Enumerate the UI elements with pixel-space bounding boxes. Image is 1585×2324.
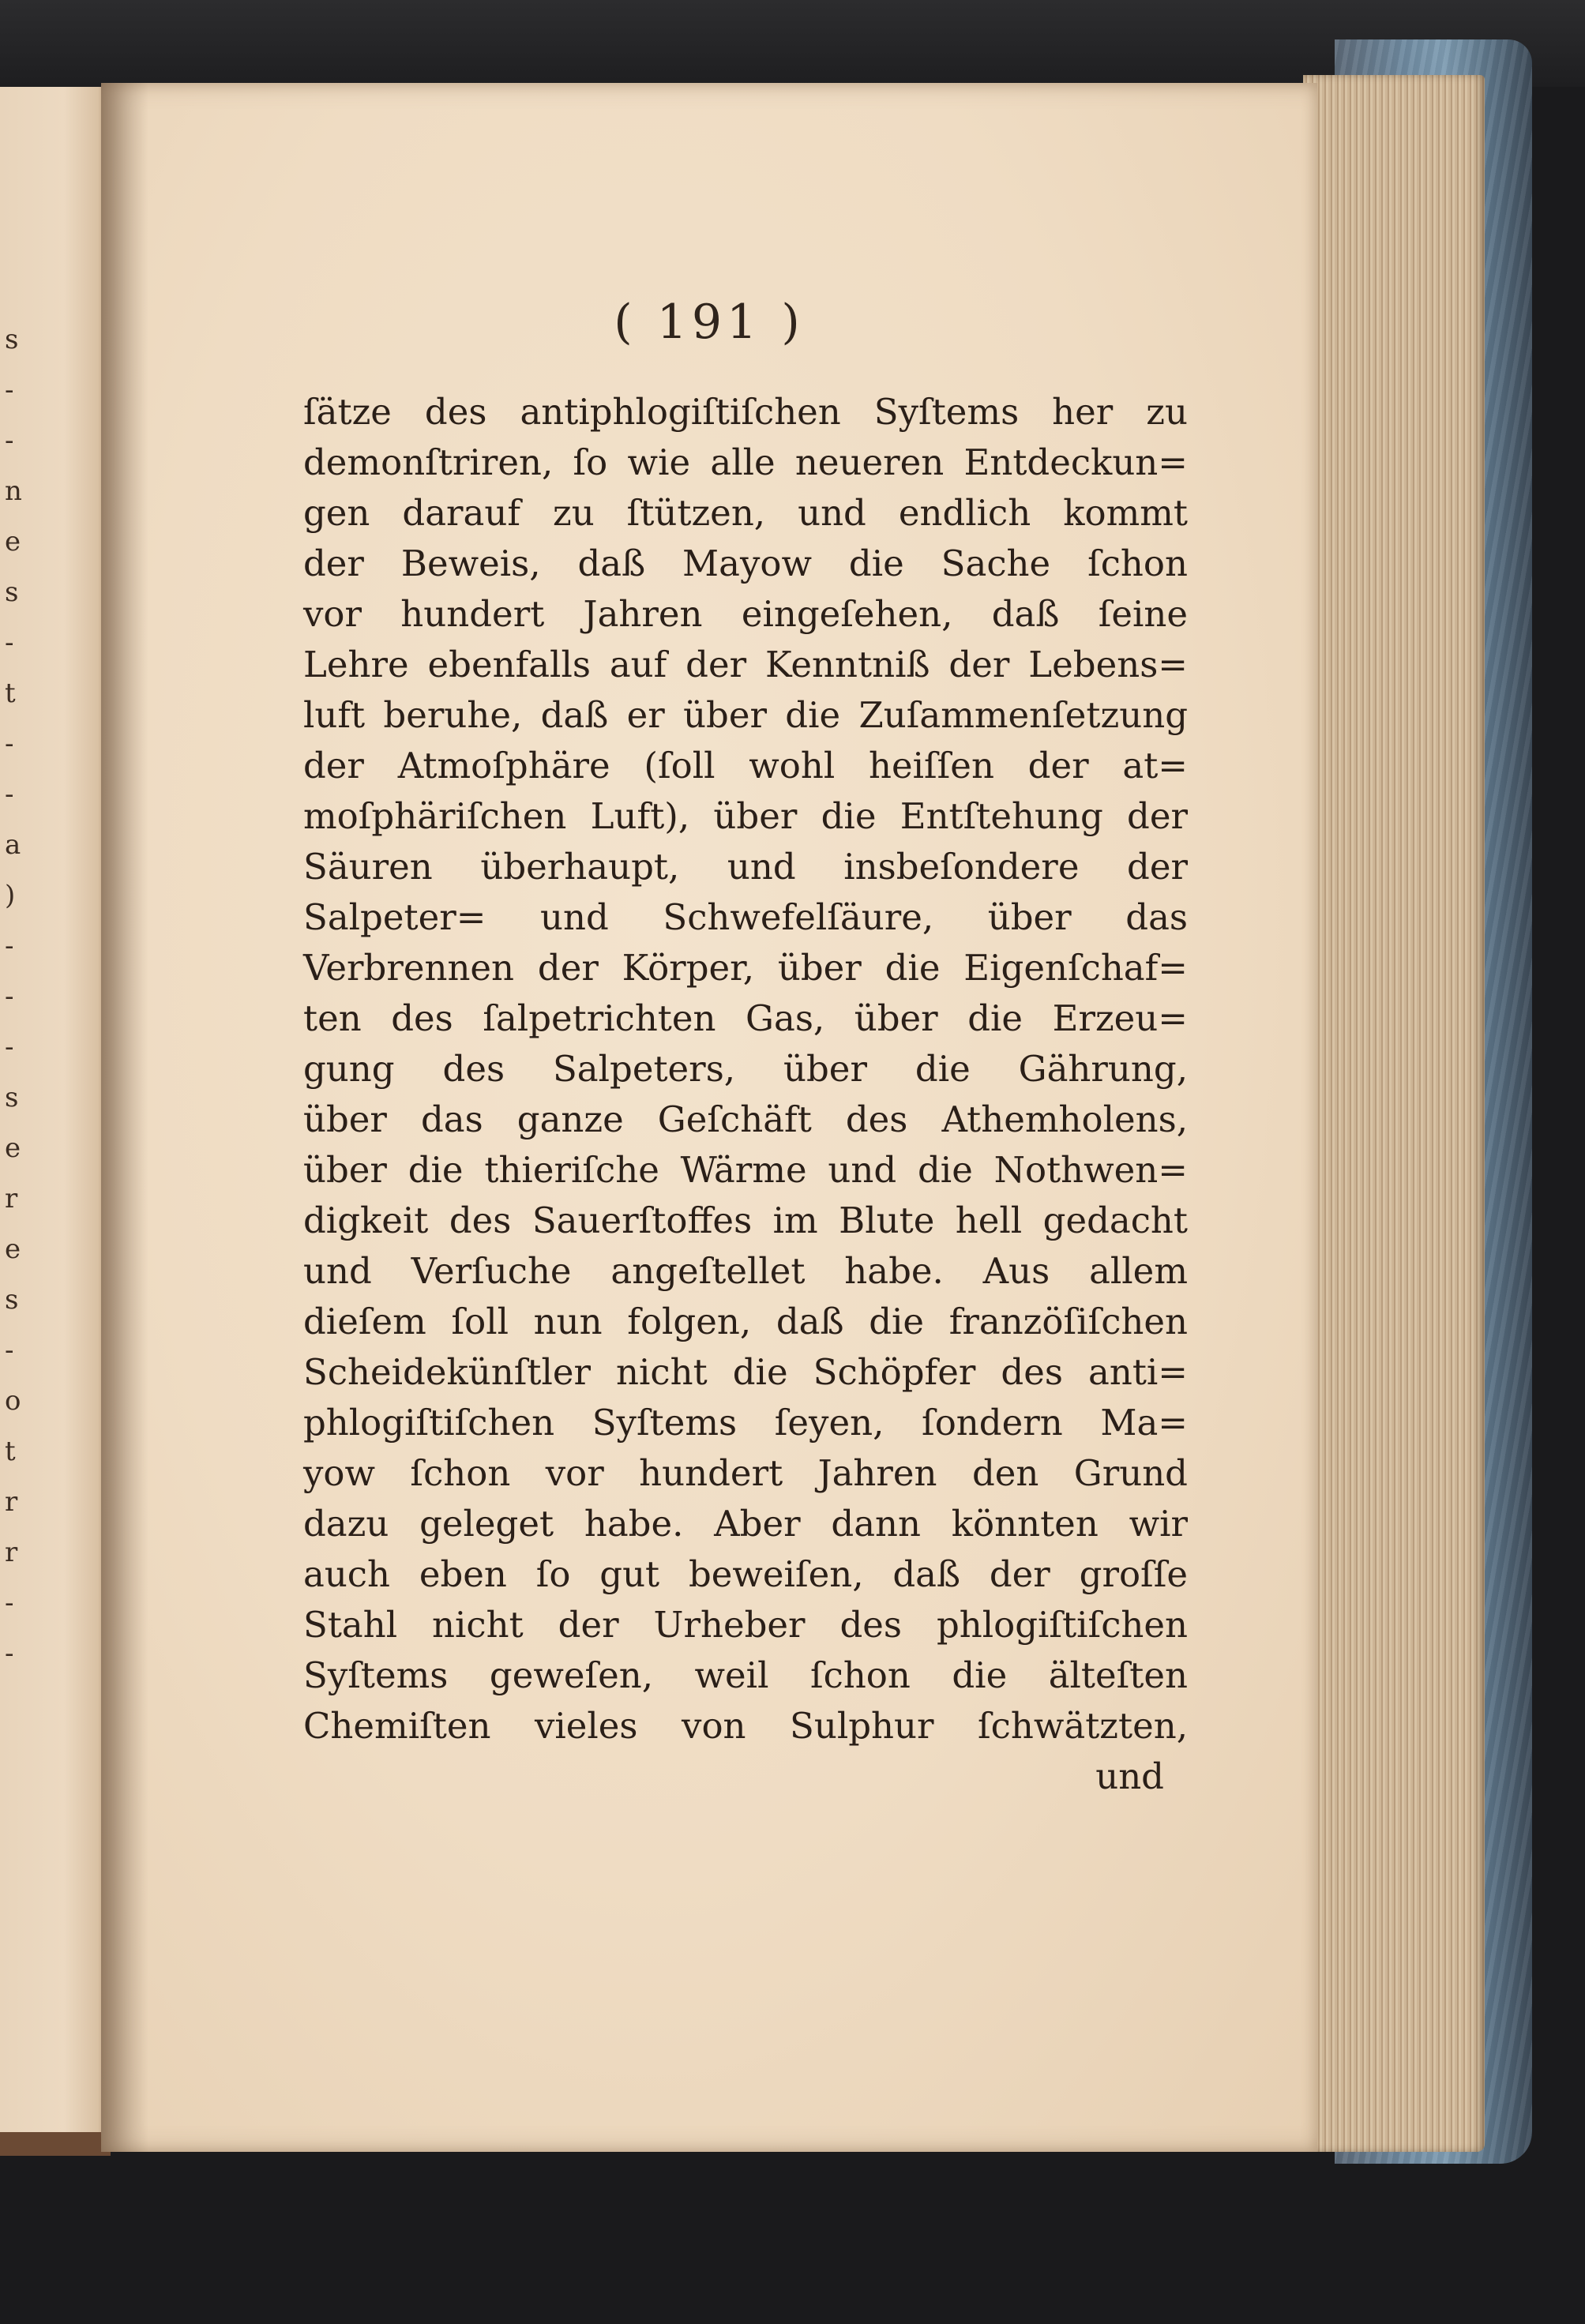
facing-page-char: s: [5, 1284, 19, 1316]
text-line: vor hundert Jahren eingeſehen, daß ſeine: [303, 593, 1188, 635]
page-number: ( 191 ): [614, 295, 805, 350]
text-line: Verbrennen der Körper, über die Eigenſchaf=: [303, 947, 1188, 989]
facing-page-char: r: [5, 1183, 18, 1215]
facing-page-char: s: [5, 1082, 19, 1113]
text-line: über die thieriſche Wärme und die Nothwen=: [303, 1149, 1188, 1191]
text-line: Lehre ebenfalls auf der Kenntniß der Lebens=: [303, 644, 1188, 685]
facing-page-char: e: [5, 1132, 21, 1164]
page-edges: [1303, 75, 1485, 2152]
facing-page-char: s: [5, 324, 19, 355]
facing-page-char: r: [5, 1486, 18, 1518]
text-line: Syſtems geweſen, weil ſchon die älteſten: [303, 1654, 1188, 1696]
facing-page-char: o: [5, 1385, 21, 1417]
text-line: ten des ſalpetrichten Gas, über die Erzeu=: [303, 997, 1188, 1039]
text-line: dieſem ſoll nun folgen, daß die franzöſiſchen: [303, 1301, 1188, 1342]
text-line: Stahl nicht der Urheber des phlogiſtiſchen: [303, 1604, 1188, 1646]
text-line: yow ſchon vor hundert Jahren den Grund: [303, 1452, 1188, 1494]
facing-page-char: t: [5, 678, 16, 709]
facing-page-char: e: [5, 526, 21, 558]
facing-page-char: -: [5, 374, 14, 406]
facing-page-edge: [0, 2132, 111, 2156]
gutter-shadow: [101, 83, 148, 2152]
text-line: dazu geleget habe. Aber dann könnten wir: [303, 1503, 1188, 1545]
text-line: demonſtriren, ſo wie alle neueren Entdeckun=: [303, 441, 1188, 483]
facing-page-char: n: [5, 475, 22, 507]
facing-page-char: -: [5, 930, 14, 962]
text-line: Säuren überhaupt, und insbeſondere der: [303, 846, 1188, 888]
text-line: ſätze des antiphlogiſtiſchen Syſtems her zu: [303, 391, 1188, 433]
text-line: gung des Salpeters, über die Gährung,: [303, 1048, 1188, 1090]
text-line: Salpeter= und Schwefelſäure, über das: [303, 896, 1188, 938]
text-line: phlogiſtiſchen Syſtems ſeyen, ſondern Ma=: [303, 1402, 1188, 1444]
text-line: digkeit des Sauerſtoffes im Blute hell gedacht: [303, 1200, 1188, 1241]
facing-page-char: -: [5, 981, 14, 1012]
facing-page-char: -: [5, 1031, 14, 1063]
text-line: moſphäriſchen Luft), über die Entſtehung der: [303, 795, 1188, 837]
facing-page-char: -: [5, 779, 14, 810]
book-page: [101, 83, 1317, 2152]
text-line: auch eben ſo gut beweiſen, daß der groſſe: [303, 1553, 1188, 1595]
text-line: Scheidekünſtler nicht die Schöpfer des anti=: [303, 1351, 1188, 1393]
facing-page-char: -: [5, 425, 14, 456]
facing-page-char: s: [5, 576, 19, 608]
facing-page-char: -: [5, 728, 14, 760]
text-line: der Atmoſphäre (ſoll wohl heiſſen der at=: [303, 745, 1188, 787]
facing-page-char: a: [5, 829, 21, 861]
facing-page-char: -: [5, 627, 14, 659]
facing-page-char: -: [5, 1335, 14, 1366]
text-line: Chemiſten vieles von Sulphur ſchwätzten,: [303, 1705, 1188, 1747]
text-line: und Verſuche angeſtellet habe. Aus allem: [303, 1250, 1188, 1292]
facing-page: [0, 87, 107, 2132]
body-text: [303, 387, 1188, 1802]
text-line: luft beruhe, daß er über die Zuſammenſetzung: [303, 694, 1188, 736]
facing-page-char: -: [5, 1587, 14, 1619]
facing-page-char: ): [5, 880, 16, 911]
text-line: über das ganze Geſchäft des Athemholens,: [303, 1098, 1188, 1140]
facing-page-char: -: [5, 1638, 14, 1669]
facing-page-char: r: [5, 1537, 18, 1568]
text-line: gen darauf zu ſtützen, und endlich kommt: [303, 492, 1188, 534]
facing-page-char: e: [5, 1233, 21, 1265]
facing-page-char: t: [5, 1436, 16, 1467]
text-line: der Beweis, daß Mayow die Sache ſchon: [303, 543, 1188, 584]
catchword: und: [1095, 1755, 1164, 1797]
